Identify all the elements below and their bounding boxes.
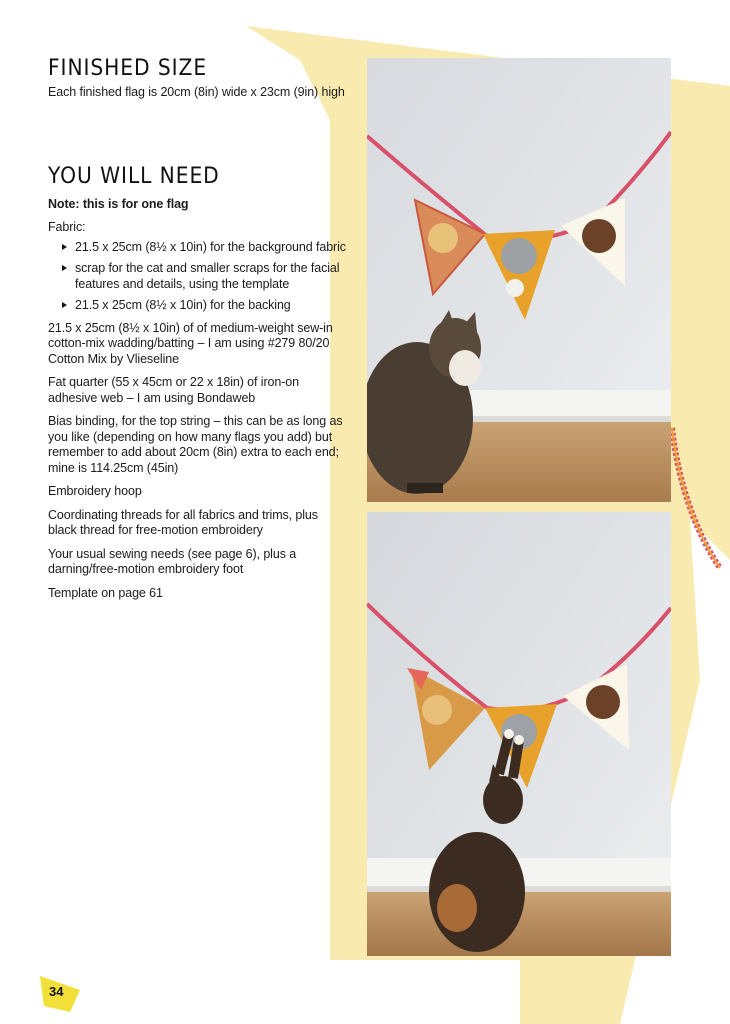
page-number-tab	[40, 976, 80, 1012]
list-item-text: 21.5 x 25cm (8½ x 10in) for the background fabric	[75, 239, 346, 254]
bullet-icon	[62, 302, 67, 308]
bias-binding-text: Bias binding, for the top string – this can be as long as you like (depending on how many flags you add) but remember to add about 20cm (8in) extra to each end; mine is 114.25cm (45in)	[48, 414, 343, 475]
threads-text: Coordinating threads for all fabrics and trims, plus black thread for free-motion embroidery	[48, 507, 318, 537]
photo-cat-reaching-bunting	[367, 512, 671, 956]
page-number: 34	[49, 984, 64, 999]
template-text: Template on page 61	[48, 585, 163, 600]
list-item	[48, 298, 348, 314]
note-text: Note: this is for one flag	[48, 196, 189, 211]
bunting-string-edge	[668, 400, 730, 570]
list-item	[48, 240, 348, 256]
text-column	[48, 56, 348, 601]
photo-cat-watching-bunting	[367, 58, 671, 502]
wadding-text: 21.5 x 25cm (8½ x 10in) of of medium-weight sew-in cotton-mix wadding/batting – I am using #279 80/20 Cotton Mix by Vlieseline	[48, 320, 333, 366]
you-will-need-heading: YOU WILL NEED	[48, 163, 220, 189]
hoop-text: Embroidery hoop	[48, 484, 142, 498]
fabric-list	[48, 240, 348, 314]
finished-size-text: Each finished flag is 20cm (8in) wide x 23cm (9in) high	[48, 85, 345, 99]
adhesive-web-text: Fat quarter (55 x 45cm or 22 x 18in) of iron-on adhesive web – I am using Bondaweb	[48, 375, 299, 405]
sewing-needs-text: Your usual sewing needs (see page 6), plus a darning/free-motion embroidery foot	[48, 546, 297, 576]
fabric-label: Fabric:	[48, 220, 86, 234]
finished-size-heading: FINISHED SIZE	[48, 56, 208, 81]
bullet-icon	[62, 265, 67, 271]
list-item	[48, 261, 348, 292]
list-item-text: 21.5 x 25cm (8½ x 10in) for the backing	[75, 298, 291, 312]
bullet-icon	[62, 244, 67, 250]
list-item-text: scrap for the cat and smaller scraps for the facial features and details, using the template	[75, 261, 340, 291]
